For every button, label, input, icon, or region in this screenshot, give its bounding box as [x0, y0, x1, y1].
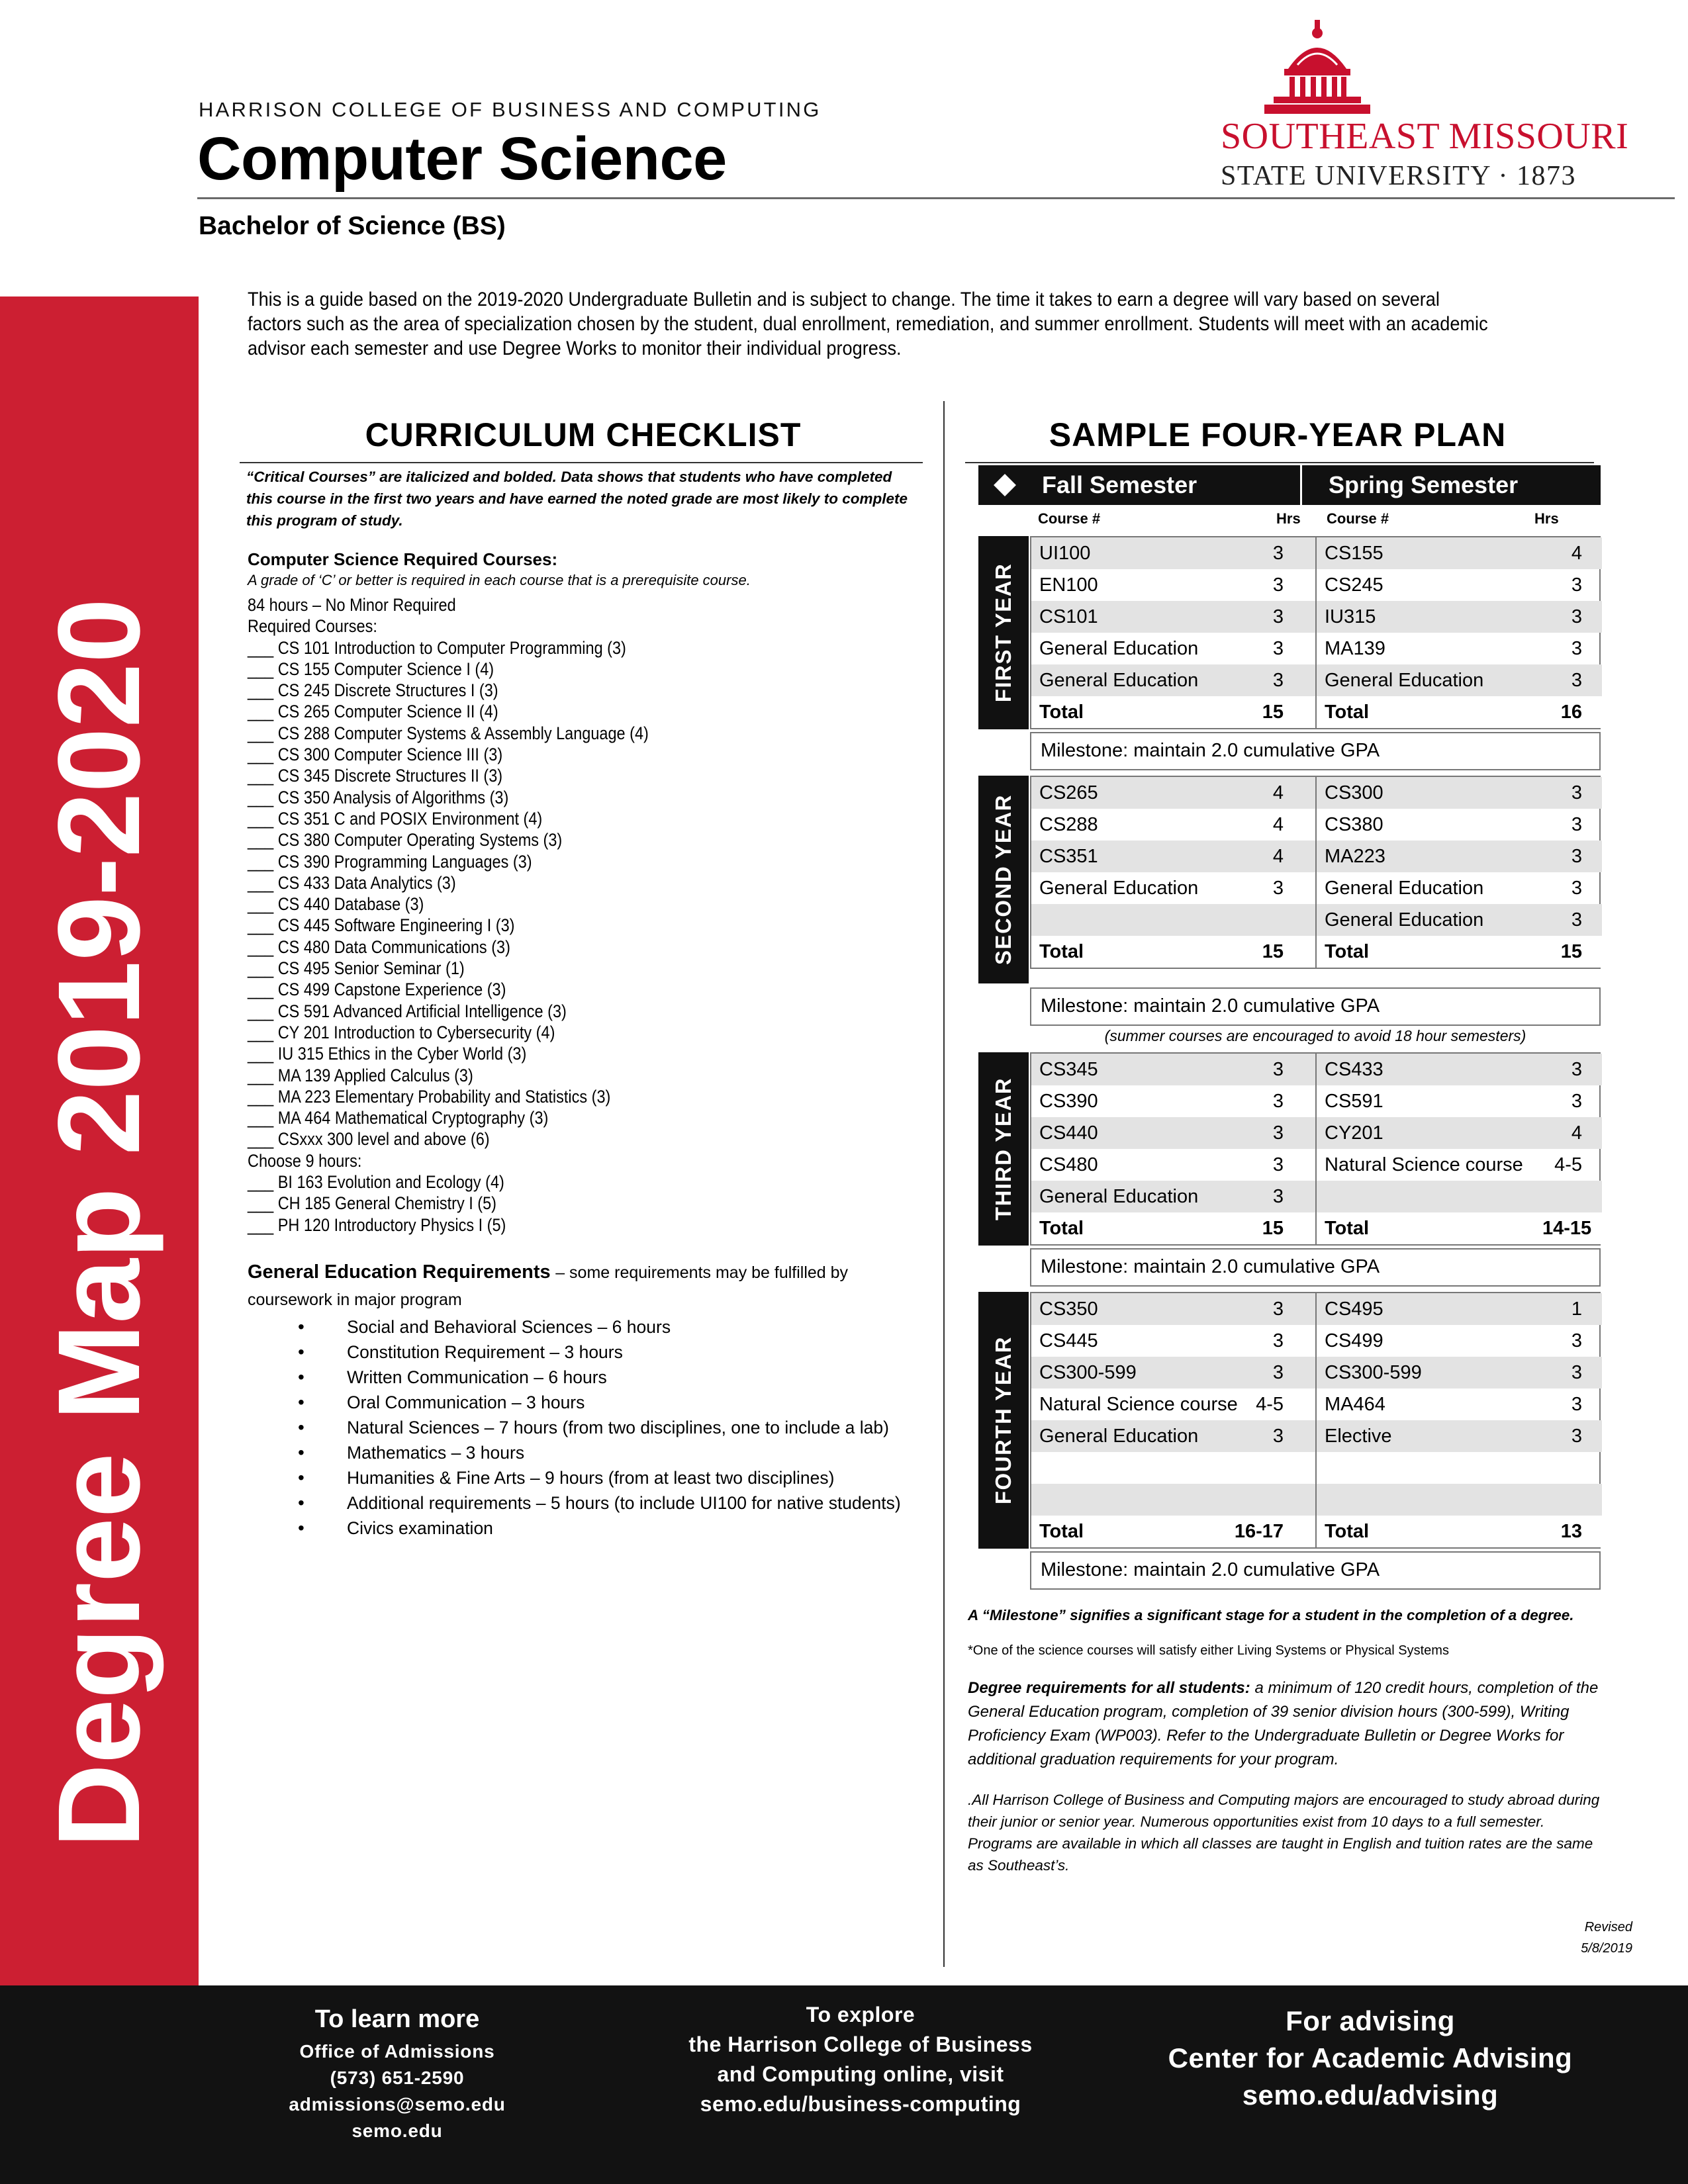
course-cell	[1031, 904, 1210, 936]
course-cell: Total	[1316, 696, 1534, 728]
course-cell: General Education	[1316, 872, 1534, 904]
year-label: SECOND YEAR	[991, 794, 1015, 965]
course-cell: General Education	[1031, 1181, 1210, 1212]
milestone-row: Milestone: maintain 2.0 cumulative GPA	[1030, 1551, 1601, 1590]
hours-cell: 4-5	[1554, 1154, 1582, 1175]
page-title: Computer Science	[197, 125, 727, 193]
course-cell: UI100	[1031, 537, 1210, 569]
course-cell: CS288	[1039, 813, 1098, 835]
hours-cell: 15	[1210, 1212, 1316, 1244]
university-logo	[1211, 19, 1635, 191]
course-row	[1031, 1452, 1602, 1484]
course-cell	[1316, 1484, 1534, 1516]
hours-cell: 3	[1272, 877, 1284, 899]
hours-cell: 3	[1210, 1293, 1316, 1325]
course-cell	[1316, 1181, 1534, 1212]
hours-cell: 3	[1272, 1330, 1284, 1351]
checklist-line: ___ CS 300 Computer Science III (3)	[248, 745, 503, 765]
hours-cell	[1534, 1181, 1602, 1212]
hours-cell: 14-15	[1534, 1212, 1602, 1244]
gen-ed-item: • Natural Sciences – 7 hours (from two disciplines, one to include a lab)	[248, 1415, 916, 1440]
footer	[0, 1985, 1688, 2184]
course-cell: Total	[1031, 1516, 1210, 1547]
checklist-line: ___ CS 440 Database (3)	[248, 894, 424, 915]
hours-cell: 3	[1534, 904, 1602, 936]
total-row	[1031, 696, 1602, 728]
course-cell: General Education	[1316, 664, 1534, 696]
checklist-line: Choose 9 hours:	[248, 1150, 362, 1171]
summer-note: (summer courses are encouraged to avoid 18 hour semesters)	[1104, 1027, 1526, 1044]
course-cell: EN100	[1039, 574, 1098, 596]
revised-label: Revised	[1584, 1920, 1632, 1934]
milestone-row: Milestone: maintain 2.0 cumulative GPA	[1030, 732, 1601, 770]
hours-cell: 3	[1272, 1090, 1284, 1112]
course-row	[1031, 1484, 1602, 1516]
course-cell: Total	[1031, 1212, 1210, 1244]
gen-ed-item: • Civics examination	[248, 1516, 916, 1541]
checklist-line: ___ CS 480 Data Communications (3)	[248, 936, 510, 957]
course-row	[1031, 1117, 1602, 1149]
checklist-line: ___ CS 351 C and POSIX Environment (4)	[248, 808, 543, 829]
footer-website-link[interactable]: semo.edu	[352, 2120, 443, 2141]
column-divider	[943, 401, 945, 1967]
footer-advising-link[interactable]: semo.edu/advising	[1242, 2079, 1499, 2111]
hours-cell: 13	[1534, 1516, 1602, 1547]
milestone-row: Milestone: maintain 2.0 cumulative GPA	[1030, 987, 1601, 1026]
course-cell: Total	[1316, 936, 1534, 968]
checklist-rule	[240, 462, 923, 463]
checklist-line: ___ CS 390 Programming Languages (3)	[248, 851, 532, 872]
checklist-line: ___ CS 499 Capstone Experience (3)	[248, 979, 506, 1000]
course-row	[1031, 1054, 1602, 1085]
hours-cell: 3	[1571, 1393, 1582, 1415]
footer-explore-line: To explore	[806, 2003, 915, 2026]
hours-cell: 3	[1571, 1090, 1582, 1112]
course-row	[1031, 1388, 1602, 1420]
diamond-icon	[978, 465, 1029, 505]
course-cell: Total	[1031, 936, 1210, 968]
gen-ed-item: • Humanities & Fine Arts – 9 hours (from at least two disciplines)	[248, 1465, 916, 1490]
course-cell: General Education	[1039, 637, 1199, 659]
hours-cell: 3	[1210, 601, 1316, 633]
course-row	[1031, 1149, 1602, 1181]
checklist-line: Required Courses:	[248, 616, 377, 637]
spring-semester-label: Spring Semester	[1329, 471, 1519, 498]
course-cell	[1031, 1484, 1210, 1516]
intro-paragraph: This is a guide based on the 2019-2020 Undergraduate Bulletin and is subject to change. The time it takes to earn a degree will vary based on several factors such as the area of specialization chosen by the student, dual enrollment, remediation, and summer enrollment. Students will meet with an academic advisor each semester and use Degree Works to monitor their individual progress.	[248, 289, 1488, 359]
gen-ed-note: – some requirements may be fulfilled by	[555, 1263, 849, 1282]
hours-cell: 3	[1272, 1154, 1284, 1175]
logo-wordmark: SOUTHEAST MISSOURI	[1221, 116, 1629, 157]
footer-admissions: Office of Admissions	[299, 2041, 495, 2062]
course-row	[1031, 537, 1602, 569]
gen-ed-list	[248, 1314, 916, 1541]
checklist-line: ___ CS 345 Discrete Structures II (3)	[248, 766, 503, 786]
milestone-definition: A “Milestone” signifies a significant stage for a student in the completion of a degree.	[968, 1607, 1574, 1623]
checklist-line: ___ CS 495 Senior Seminar (1)	[248, 958, 465, 979]
course-cell: MA223	[1316, 841, 1534, 872]
hours-cell: 3	[1571, 637, 1582, 659]
hours-cell: 4	[1272, 813, 1284, 835]
hours-cell: 16-17	[1210, 1516, 1316, 1547]
course-row	[1031, 664, 1602, 696]
hours-cell: 3	[1534, 1054, 1602, 1085]
checklist-line: 84 hours – No Minor Required	[248, 595, 456, 615]
hours-cell: 3	[1210, 1420, 1316, 1452]
course-cell: CY201	[1316, 1117, 1534, 1149]
course-cell: CS495	[1316, 1293, 1534, 1325]
course-cell: CS351	[1031, 841, 1210, 872]
course-cell: CS101	[1031, 601, 1210, 633]
footer-explore-line: and Computing online, visit	[717, 2062, 1004, 2086]
checklist-line: ___ CSxxx 300 level and above (6)	[248, 1129, 490, 1150]
spring-hrs-col: Hrs	[1534, 510, 1559, 527]
hours-cell	[1534, 1452, 1602, 1484]
hours-cell: 3	[1210, 1117, 1316, 1149]
banner-text: Degree Map 2019-2020	[34, 598, 164, 1848]
hours-cell: 3	[1534, 841, 1602, 872]
course-cell: CS155	[1316, 537, 1534, 569]
year-label-bar	[978, 536, 1029, 729]
hours-cell: 3	[1272, 637, 1284, 659]
hours-cell: 3	[1534, 777, 1602, 809]
course-row	[1031, 633, 1602, 664]
hours-cell: 3	[1534, 1357, 1602, 1388]
footer-explore-line: the Harrison College of Business	[688, 2032, 1033, 2056]
checklist-line: ___ MA 139 Applied Calculus (3)	[248, 1065, 473, 1085]
fall-course-col: Course #	[1038, 510, 1101, 527]
course-cell: CS433	[1316, 1054, 1534, 1085]
science-note: *One of the science courses will satisfy either Living Systems or Physical Systems	[968, 1643, 1449, 1658]
total-row	[1031, 1516, 1602, 1547]
gen-ed-item: • Oral Communication – 3 hours	[248, 1390, 916, 1415]
hours-cell: 3	[1571, 1330, 1582, 1351]
gen-ed-note-2: coursework in major program	[248, 1291, 462, 1309]
required-courses-heading: Computer Science Required Courses:	[248, 549, 558, 569]
semester-grid	[1030, 536, 1601, 729]
footer-phone[interactable]: (573) 651-2590	[330, 2068, 465, 2088]
hours-cell	[1210, 1452, 1316, 1484]
hours-cell: 3	[1534, 1420, 1602, 1452]
hours-cell: 3	[1210, 664, 1316, 696]
footer-learn-title: To learn more	[314, 2005, 480, 2033]
year-label: FIRST YEAR	[991, 563, 1015, 703]
footer-email-link[interactable]: admissions@semo.edu	[289, 2094, 506, 2115]
grade-requirement-note: A grade of ‘C’ or better is required in each course that is a prerequisite course.	[248, 572, 751, 588]
year-label-bar	[978, 776, 1029, 983]
semester-separator	[1300, 465, 1302, 505]
course-cell: Natural Science course	[1316, 1149, 1534, 1181]
year-label-bar	[978, 1292, 1029, 1549]
hours-cell	[1534, 1484, 1602, 1516]
course-cell: Total	[1316, 1516, 1534, 1547]
header-divider	[197, 197, 1675, 199]
hours-cell: 4	[1210, 777, 1316, 809]
checklist-line: ___ CS 350 Analysis of Algorithms (3)	[248, 787, 509, 807]
year-label: THIRD YEAR	[991, 1077, 1015, 1221]
course-cell: CS300	[1316, 777, 1534, 809]
hours-cell	[1210, 1484, 1316, 1516]
hours-cell: 3	[1272, 574, 1284, 596]
course-row	[1031, 601, 1602, 633]
checklist-line: ___ CS 101 Introduction to Computer Programming (3)	[248, 637, 626, 658]
course-cell: CS440	[1031, 1117, 1210, 1149]
spring-course-col: Course #	[1327, 510, 1389, 527]
footer-explore	[629, 2000, 1092, 2119]
gen-ed-item: • Additional requirements – 5 hours (to include UI100 for native students)	[248, 1490, 916, 1516]
course-row	[1031, 841, 1602, 872]
checklist-line: ___ CS 245 Discrete Structures I (3)	[248, 680, 498, 701]
course-row	[1031, 569, 1602, 601]
footer-learn-more	[232, 2000, 563, 2144]
hours-cell: 15	[1210, 696, 1316, 728]
course-cell: Total	[1316, 1212, 1534, 1244]
degree-req-label: Degree requirements for all students:	[968, 1679, 1250, 1697]
course-row	[1031, 809, 1602, 841]
checklist-line: ___ CH 185 General Chemistry I (5)	[248, 1193, 496, 1214]
hours-cell: 4	[1534, 1117, 1602, 1149]
course-row	[1031, 1085, 1602, 1117]
hours-cell: 3	[1210, 1054, 1316, 1085]
degree-req-text: a minimum of 120 credit hours, completion of the General Education program, completion of 39 senior division hours (300-599), Writing Proficiency Exam (WP003). Refer to the Undergraduate Bulletin or Degree Works for additional graduation requirements for your program.	[968, 1679, 1599, 1768]
gen-ed-item: • Social and Behavioral Sciences – 6 hours	[248, 1314, 916, 1340]
course-row	[1031, 1293, 1602, 1325]
hours-cell: 3	[1571, 813, 1582, 835]
course-cell: CS591	[1316, 1085, 1534, 1117]
hours-cell: 3	[1210, 537, 1316, 569]
footer-advising-title: For advising	[1286, 2005, 1455, 2036]
checklist-line: ___ IU 315 Ethics in the Cyber World (3)	[248, 1044, 527, 1064]
milestone-row: Milestone: maintain 2.0 cumulative GPA	[1030, 1248, 1601, 1287]
footer-advising	[1125, 2003, 1615, 2114]
hours-cell	[1210, 904, 1316, 936]
plan-rule	[965, 462, 1594, 463]
course-cell: CS300-599	[1316, 1357, 1534, 1388]
revised-date: 5/8/2019	[1581, 1941, 1632, 1956]
hours-cell: 3	[1534, 664, 1602, 696]
hours-cell: 1	[1534, 1293, 1602, 1325]
fall-semester-label: Fall Semester	[1031, 465, 1299, 505]
hours-cell: 3	[1571, 574, 1582, 596]
course-cell: CS390	[1039, 1090, 1098, 1112]
checklist-line: ___ CS 288 Computer Systems & Assembly Language (4)	[248, 723, 649, 743]
checklist-line: ___ MA 464 Mathematical Cryptography (3)	[248, 1108, 549, 1128]
year-label-bar	[978, 1052, 1029, 1246]
course-cell	[1316, 1452, 1534, 1484]
gen-ed-requirements	[248, 1259, 916, 1541]
study-abroad-note: .All Harrison College of Business and Computing majors are encouraged to study abroad during their junior or senior year. Numerous opportunities exist from 10 days to a full semester. Programs are available in which all classes are taught in English and tuition rates are the same as Southeast’s.	[968, 1792, 1600, 1874]
fall-hrs-col: Hrs	[1276, 510, 1301, 527]
course-cell: CS265	[1031, 777, 1210, 809]
course-row	[1031, 1325, 1602, 1357]
total-row	[1031, 1212, 1602, 1244]
hours-cell: 15	[1534, 936, 1602, 968]
course-cell: CS445	[1039, 1330, 1098, 1351]
course-cell: Total	[1031, 696, 1210, 728]
required-courses-header	[248, 548, 929, 590]
hours-cell: 4	[1210, 841, 1316, 872]
hours-cell: 16	[1534, 696, 1602, 728]
course-cell: General Education	[1039, 877, 1199, 899]
checklist-title: CURRICULUM CHECKLIST	[365, 416, 802, 453]
course-cell: IU315	[1316, 601, 1534, 633]
footer-business-link[interactable]: semo.edu/business-computing	[700, 2092, 1021, 2116]
footer-advising-center: Center for Academic Advising	[1168, 2042, 1573, 2073]
total-row	[1031, 936, 1602, 968]
course-cell	[1031, 1452, 1210, 1484]
logo-subtitle: STATE UNIVERSITY · 1873	[1221, 161, 1577, 191]
degree-map-banner	[0, 296, 199, 1985]
course-cell: General Education	[1316, 904, 1534, 936]
college-name: HARRISON COLLEGE OF BUSINESS AND COMPUTING	[199, 98, 821, 121]
course-cell: CS350	[1031, 1293, 1210, 1325]
course-checklist	[248, 594, 649, 1236]
year-label: FOURTH YEAR	[991, 1336, 1015, 1505]
hours-cell: 3	[1210, 1357, 1316, 1388]
course-row	[1031, 777, 1602, 809]
gen-ed-heading: General Education Requirements	[248, 1261, 551, 1283]
revised-stamp	[1542, 1917, 1632, 1959]
course-cell: CS300-599	[1031, 1357, 1210, 1388]
course-cell: General Education	[1031, 1420, 1210, 1452]
degree-requirements	[968, 1676, 1603, 1772]
course-cell: CS245	[1316, 569, 1534, 601]
course-cell: CS380	[1316, 809, 1534, 841]
critical-courses-note: “Critical Courses” are italicized and bolded. Data shows that students who have completed this course in the first two years and have earned the noted grade are most likely to complete this program of study.	[246, 469, 908, 529]
course-row	[1031, 1181, 1602, 1212]
checklist-line: ___ CS 155 Computer Science I (4)	[248, 659, 494, 679]
checklist-line: ___ CS 380 Computer Operating Systems (3)	[248, 830, 563, 850]
checklist-line: ___ CS 433 Data Analytics (3)	[248, 872, 456, 893]
semester-grid	[1030, 776, 1601, 969]
course-cell: General Education	[1031, 664, 1210, 696]
hours-cell: 3	[1210, 1181, 1316, 1212]
hours-cell: 3	[1534, 601, 1602, 633]
semester-grid	[1030, 1052, 1601, 1246]
plan-title: SAMPLE FOUR-YEAR PLAN	[1049, 416, 1507, 453]
checklist-line: ___ BI 163 Evolution and Ecology (4)	[248, 1172, 504, 1193]
gen-ed-item: • Written Communication – 6 hours	[248, 1365, 916, 1390]
course-cell: MA464	[1316, 1388, 1534, 1420]
hours-cell: 15	[1210, 936, 1316, 968]
hours-cell: 3	[1571, 877, 1582, 899]
course-row	[1031, 872, 1602, 904]
course-row	[1031, 1357, 1602, 1388]
checklist-line: ___ CY 201 Introduction to Cybersecurity (4)	[248, 1022, 555, 1042]
course-cell: CS499	[1316, 1325, 1534, 1357]
checklist-line: ___ CS 591 Advanced Artificial Intelligence (3)	[248, 1001, 567, 1021]
course-cell: CS345	[1031, 1054, 1210, 1085]
course-row	[1031, 1420, 1602, 1452]
course-cell: CS480	[1039, 1154, 1098, 1175]
course-cell: Natural Science course	[1039, 1393, 1238, 1415]
semester-header	[978, 465, 1601, 505]
checklist-line: ___ MA 223 Elementary Probability and Statistics (3)	[248, 1086, 611, 1107]
gen-ed-item: • Constitution Requirement – 3 hours	[248, 1340, 916, 1365]
course-row	[1031, 904, 1602, 936]
plan-notes	[968, 1604, 1603, 1876]
hours-cell: 4	[1534, 537, 1602, 569]
dome-icon	[1251, 19, 1383, 118]
checklist-line: ___ CS 445 Software Engineering I (3)	[248, 915, 515, 936]
course-cell: MA139	[1316, 633, 1534, 664]
checklist-line: ___ CS 265 Computer Science II (4)	[248, 702, 498, 722]
semester-grid	[1030, 1292, 1601, 1549]
gen-ed-item: • Mathematics – 3 hours	[248, 1440, 916, 1465]
hours-cell: 4-5	[1256, 1393, 1284, 1415]
gen-ed-heading-line	[248, 1259, 916, 1313]
degree-type: Bachelor of Science (BS)	[199, 212, 506, 240]
checklist-line: ___ PH 120 Introductory Physics I (5)	[248, 1214, 506, 1235]
course-cell: Elective	[1316, 1420, 1534, 1452]
